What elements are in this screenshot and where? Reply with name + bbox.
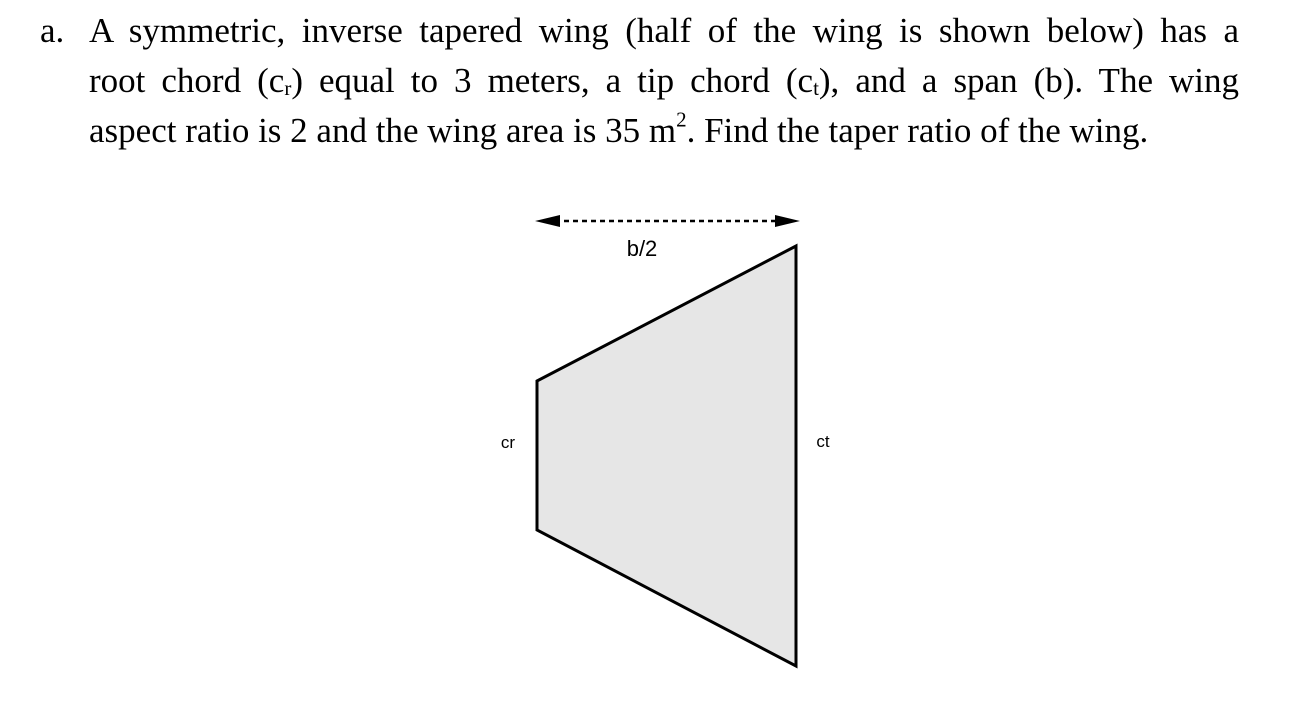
line3-part-b: . Find the taper ratio of the wing. <box>686 111 1149 150</box>
line2-part-c: ), and a span (b). The wing <box>818 61 1239 100</box>
span-arrow-right <box>775 215 800 227</box>
area-superscript: 2 <box>676 107 687 132</box>
problem-line-1-text: A symmetric, inverse tapered wing (half of the wing is shown below) has a <box>89 11 1239 50</box>
line2-part-b: ) equal to 3 meters, a tip chord (c <box>291 61 814 100</box>
tip-chord-label: ct <box>816 432 830 451</box>
root-subscript: r <box>284 76 292 101</box>
line2-part-a: root chord (c <box>89 61 285 100</box>
span-label: b/2 <box>626 236 658 261</box>
span-arrow-left <box>535 215 560 227</box>
line3-part-a: aspect ratio is 2 and the wing area is 35 m <box>89 111 677 150</box>
tip-subscript: t <box>813 76 819 101</box>
item-marker: a. <box>40 11 65 50</box>
root-chord-label: cr <box>500 433 516 452</box>
wing-planform <box>537 246 796 666</box>
